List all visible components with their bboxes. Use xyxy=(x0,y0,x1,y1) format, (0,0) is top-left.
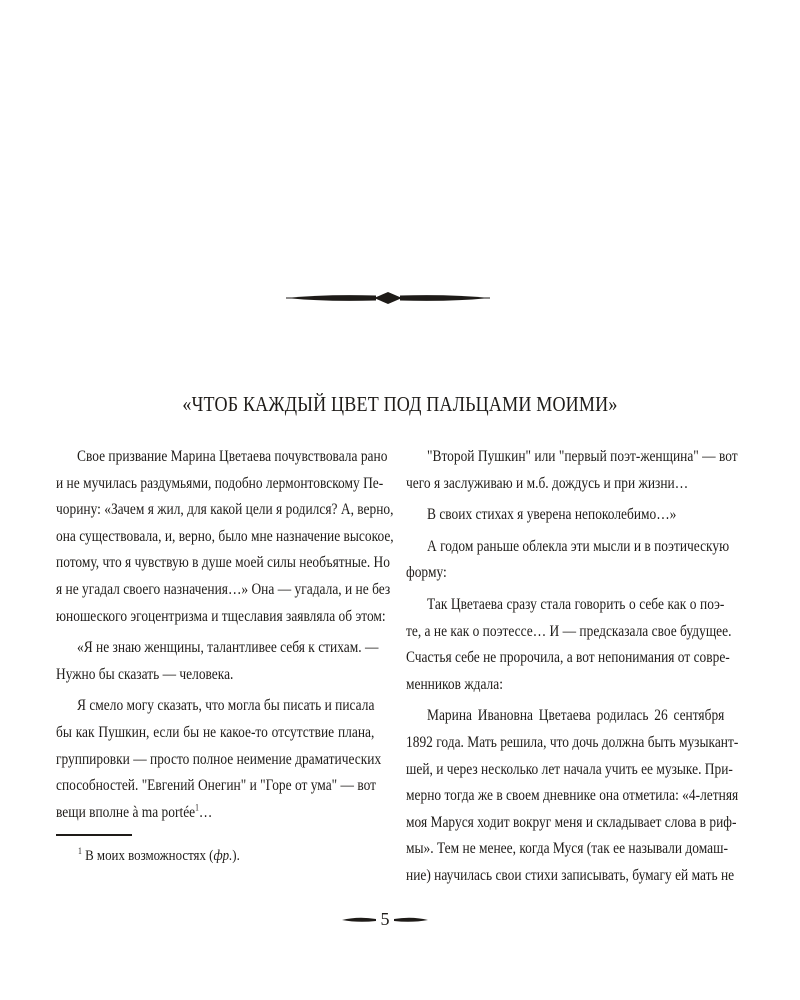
text-line: ние) научилась свои стихи записывать, бумагу ей мать не xyxy=(406,866,735,884)
text-line: менников ждала: xyxy=(406,675,503,693)
text-line: шей, и через несколько лет начала учить ее музыке. При- xyxy=(406,760,733,778)
paragraph xyxy=(406,534,730,587)
footnote-text: В моих возможностях ( xyxy=(85,848,214,864)
text-line: бы как Пушкин, если бы не какое-то отсутствие плана, xyxy=(56,723,375,741)
paragraph xyxy=(406,592,732,698)
left-column xyxy=(56,444,394,826)
footnote-marker: 1 xyxy=(195,802,199,813)
text-fragment: … xyxy=(198,803,213,821)
footnote-abbreviation: фр. xyxy=(213,848,233,864)
text-line: чего я заслуживаю и м.б. дождусь и при жизни… xyxy=(406,474,689,492)
text-line: А годом раньше облекла эти мысли и в поэтическую xyxy=(427,537,730,555)
text-line: 1892 года. Мать решила, что дочь должна быть музыкант- xyxy=(406,733,739,751)
chapter-title: «ЧТОБ КАЖДЫЙ ЦВЕТ ПОД ПАЛЬЦАМИ МОИМИ» xyxy=(182,392,618,416)
text-line: группировки — просто полное неимение драматических xyxy=(56,750,382,768)
footnote-rule xyxy=(56,834,132,836)
text-line: форму: xyxy=(406,564,447,582)
text-line: потому, что я чувствую в душе моей силы необъятные. Но xyxy=(56,554,390,572)
page-number-area xyxy=(340,906,430,932)
ornament-divider xyxy=(286,289,490,307)
footnote-marker: 1 xyxy=(78,846,82,856)
paragraph xyxy=(406,502,725,529)
text-line: Марина Ивановна Цветаева родилась 26 сентября xyxy=(427,707,725,725)
text-line: "Второй Пушкин" или "первый поэт-женщина" — вот xyxy=(427,448,738,465)
text-line: Нужно бы сказать — человека. xyxy=(56,665,234,683)
text-line: и не мучилась раздумьями, подобно лермонтовскому Пе- xyxy=(56,474,384,492)
text-line: я не угадал своего назначения…» Она — угадала, и не без xyxy=(56,580,391,598)
paragraph xyxy=(406,703,739,889)
foreign-phrase: à ma portée xyxy=(132,803,196,821)
text-line: мерно тогда же в своем дневнике она отметила: «4-летняя xyxy=(406,787,739,805)
text-line: Так Цветаева сразу стала говорить о себе как о поэ- xyxy=(427,595,725,613)
text-line: «Я не знаю женщины, талантливее себя к стихам. — xyxy=(77,639,379,657)
text-line: способностей. "Евгений Онегин" и "Горе от ума" — вот xyxy=(56,777,377,795)
paragraph xyxy=(56,635,379,688)
text-line: Счастья себе не пророчила, а вот непонимания от совре- xyxy=(406,649,730,667)
paragraph xyxy=(56,444,394,630)
text-line: те, а не как о поэтессе… И — предсказала свое будущее. xyxy=(406,622,732,640)
text-line: В своих стихах я уверена непоколебимо…» xyxy=(427,506,677,524)
page-number: 5 xyxy=(380,909,390,929)
text-line: моя Маруся ходит вокруг меня и складывает слова в риф- xyxy=(406,813,737,831)
footnote-text: ). xyxy=(232,848,240,864)
footnote xyxy=(78,846,240,866)
paragraph xyxy=(56,693,382,826)
paragraph xyxy=(406,444,738,497)
right-column xyxy=(406,444,739,890)
text-fragment: вещи вполне xyxy=(56,803,133,821)
text-line: юношеского эгоцентризма и тщеславия заявляла об этом: xyxy=(56,607,386,625)
text-line xyxy=(56,800,374,827)
text-line: Я смело могу сказать, что могла бы писать и писала xyxy=(77,697,375,715)
text-line: она существовала, и, верно, было мне назначение высокое, xyxy=(56,527,394,545)
text-line: чорину: «Зачем я жил, для какой цели я родился? А, верно, xyxy=(56,501,394,519)
text-line: мы». Тем не менее, когда Муся (так ее называли домаш- xyxy=(406,840,728,858)
text-line: Свое призвание Марина Цветаева почувствовала рано xyxy=(77,448,388,465)
